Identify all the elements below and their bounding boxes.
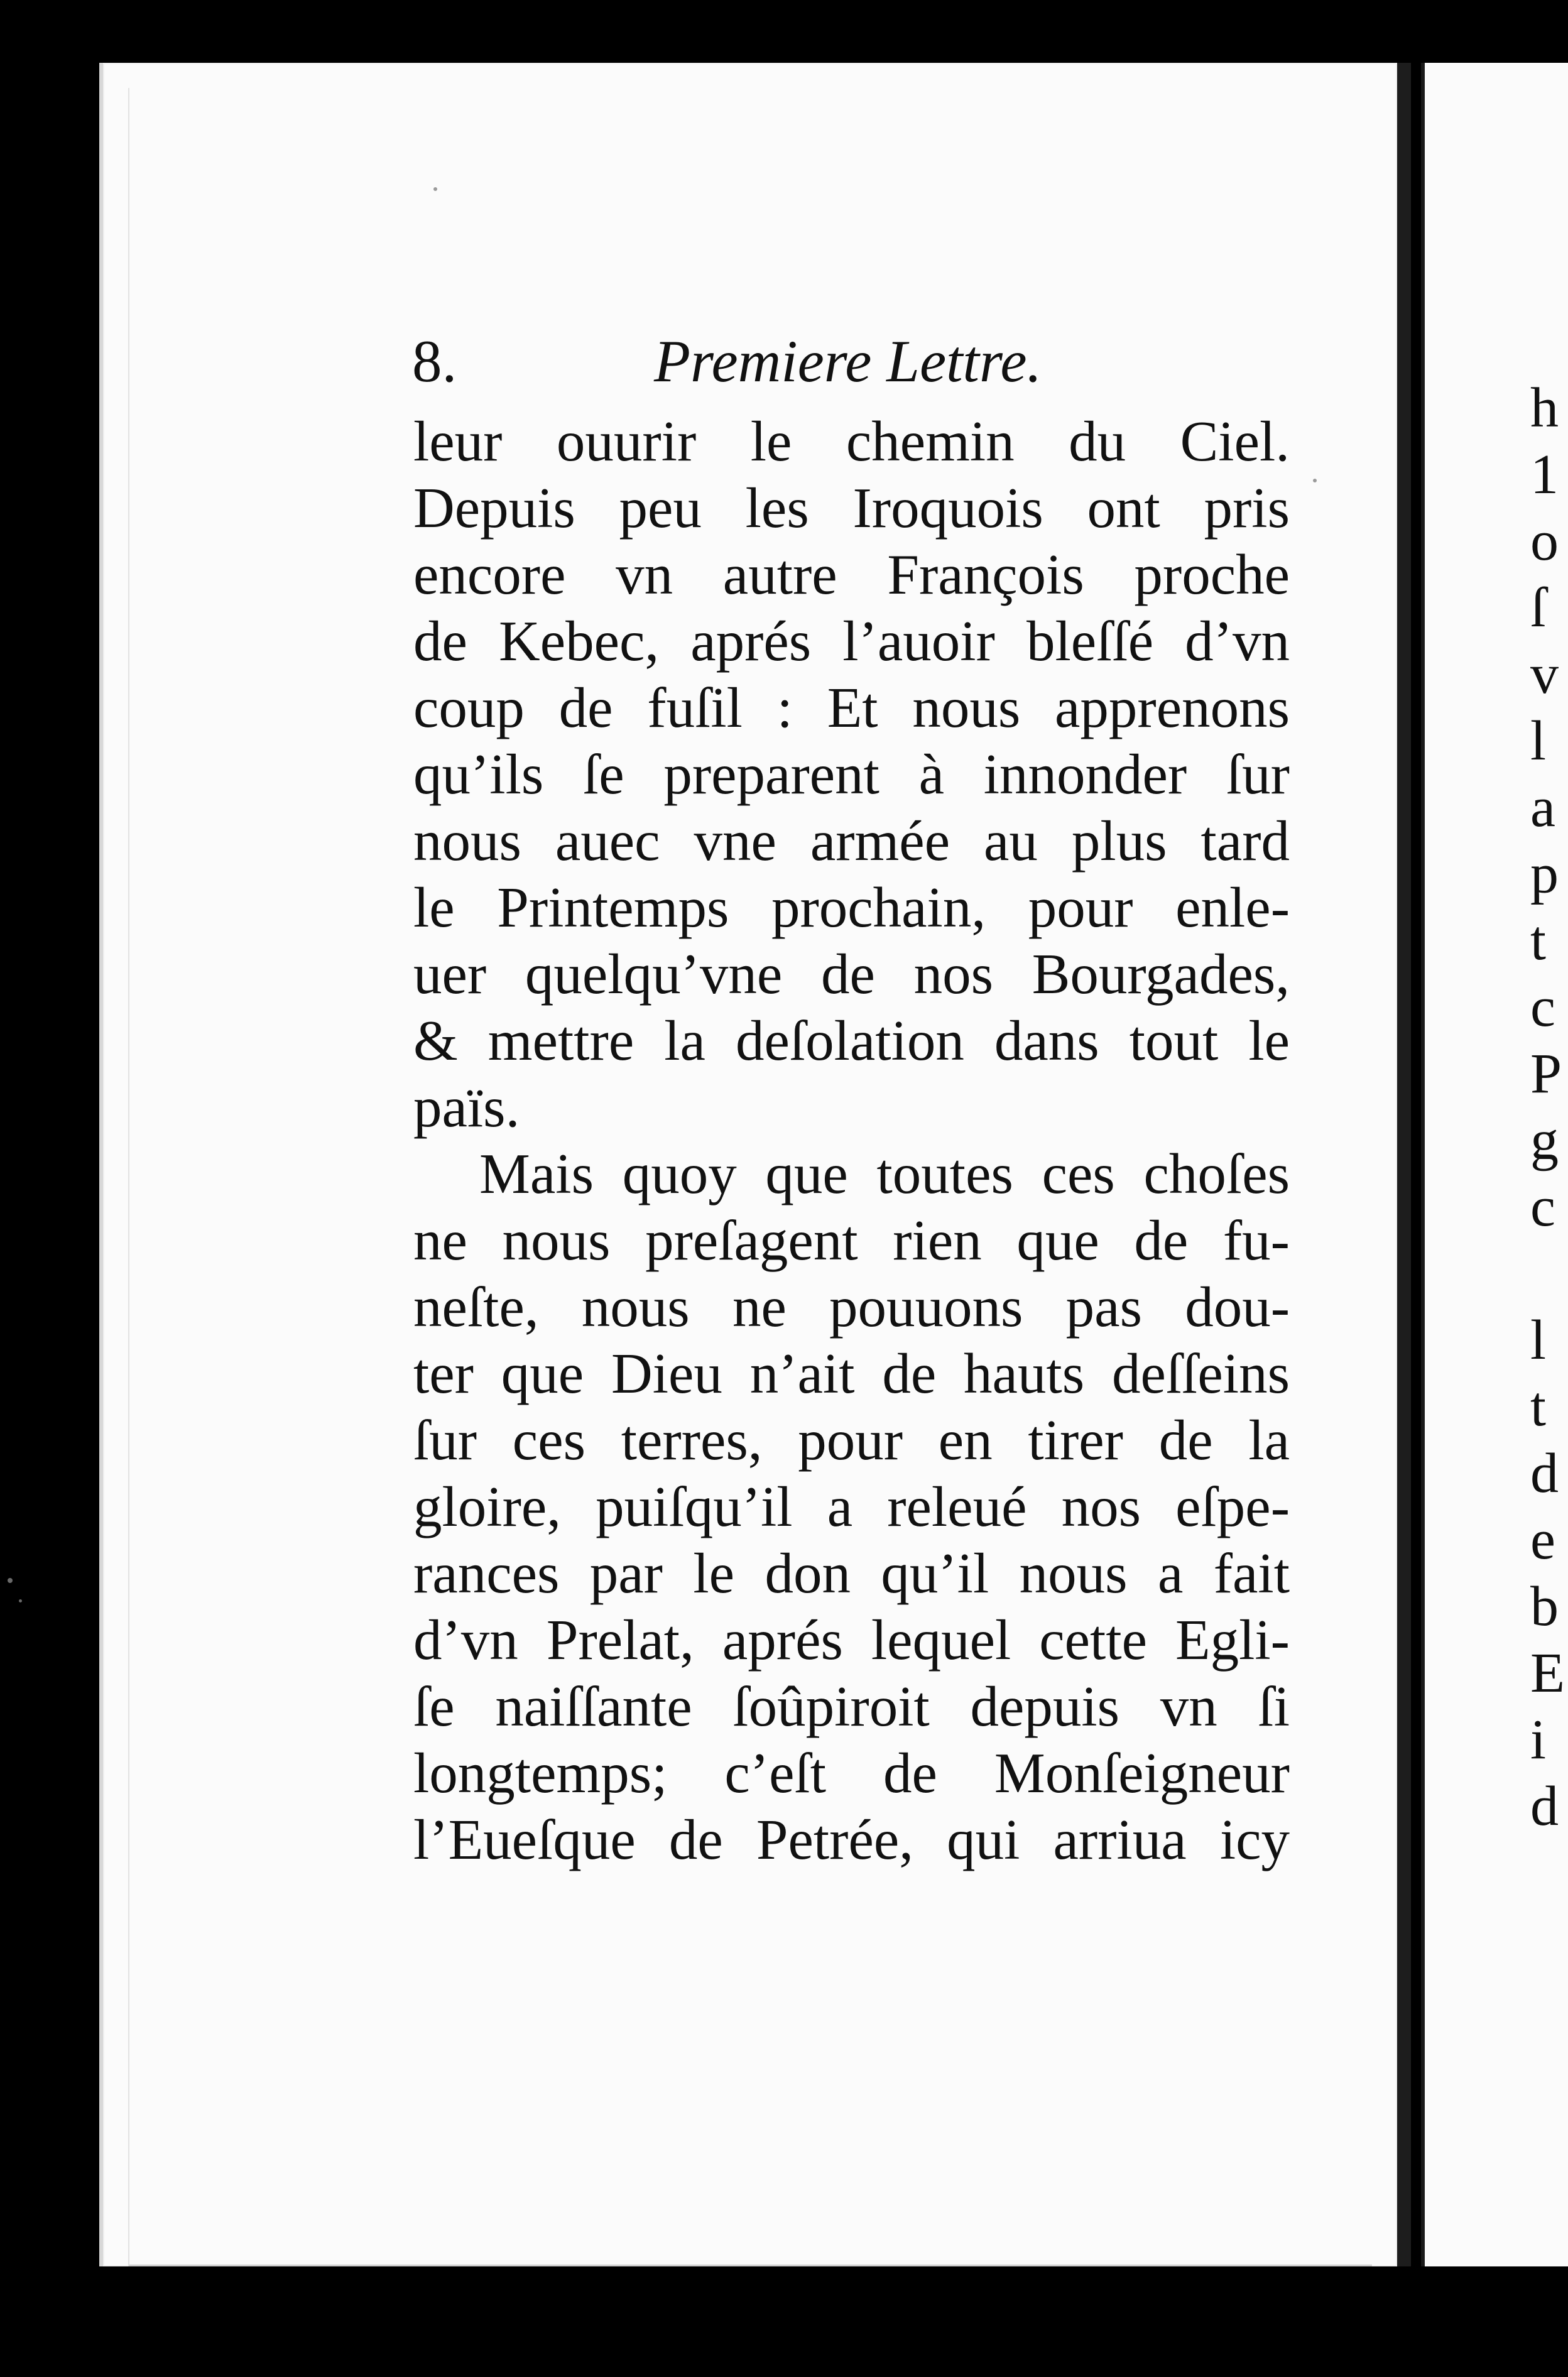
right-text-fragment: v (1530, 643, 1559, 705)
right-text-fragment: l (1530, 710, 1547, 772)
text-line: Mais quoy que toutes ces choſes (479, 1142, 1290, 1205)
text-line: encore vn autre François proche (413, 543, 1290, 606)
text-line: rances par le don qu’il nous a fait (413, 1542, 1290, 1605)
text-line: gloire, puiſqu’il a releué nos eſpe- (413, 1475, 1290, 1538)
page-number: 8. (412, 328, 457, 394)
text-line: Depuis peu les Iroquois ont pris (413, 476, 1290, 540)
right-text-fragment: i (1530, 1709, 1547, 1771)
paper-speck (1313, 479, 1317, 482)
text-line: ſe naiſſante ſoûpiroit depuis vn ſi (413, 1675, 1290, 1738)
right-text-fragment: t (1530, 910, 1547, 972)
text-line: qu’ils ſe preparent à innonder ſur (413, 742, 1290, 806)
right-text-fragment: d (1530, 1442, 1559, 1504)
text-line: le Printemps prochain, pour enle- (413, 876, 1290, 939)
right-text-fragment: e (1530, 1509, 1555, 1571)
right-text-gap (1530, 1241, 1568, 1307)
text-line: d’vn Prelat, aprés lequel cette Egli- (413, 1608, 1290, 1672)
right-text-fragment: b (1530, 1575, 1559, 1638)
text-line: leur ouurir le chemin du Ciel. (413, 410, 1290, 473)
right-text-fragment: g (1530, 1109, 1559, 1172)
right-text-fragment: P (1530, 1043, 1562, 1105)
text-line: coup de fuſil : Et nous apprenons (413, 676, 1290, 739)
body-text (413, 408, 1290, 1873)
paper-speck (433, 187, 437, 191)
text-line: ſur ces terres, pour en tirer de la (413, 1408, 1290, 1472)
right-text-fragment: o (1530, 510, 1559, 572)
right-text-fragment: 1 (1530, 443, 1559, 506)
page-header (312, 327, 1292, 408)
text-line: longtemps; c’eſt de Monſeigneur (413, 1741, 1290, 1805)
text-line: nous auec vne armée au plus tard (413, 809, 1290, 873)
paper-speck (19, 1599, 22, 1602)
text-line: païs. (413, 1075, 520, 1139)
right-text-fragment: c (1530, 1176, 1555, 1238)
right-text-fragment: a (1530, 776, 1555, 839)
right-text-fragment: c (1530, 976, 1555, 1038)
text-line: ter que Dieu n’ait de hauts deſſeins (413, 1342, 1290, 1405)
right-text-fragment: p (1530, 843, 1559, 905)
text-line: de Kebec, aprés l’auoir bleſſé d’vn (413, 609, 1290, 673)
right-text-fragment: l (1530, 1309, 1547, 1371)
text-line: ne nous preſagent rien que de fu- (413, 1209, 1290, 1272)
paper-speck (8, 1578, 13, 1583)
right-page-text (1530, 375, 1568, 1840)
running-title: Premiere Lettre. (654, 328, 1042, 394)
right-text-fragment: E (1530, 1642, 1565, 1704)
text-line: l’Eueſque de Petrée, qui arriua icy (413, 1808, 1290, 1871)
text-line: neſte, nous ne pouuons pas dou- (413, 1275, 1290, 1339)
text-line: & mettre la deſolation dans tout le (413, 1009, 1290, 1072)
right-text-fragment: h (1530, 377, 1559, 439)
right-text-fragment: t (1530, 1376, 1547, 1438)
text-line: uer quelqu’vne de nos Bourgades, (413, 942, 1290, 1006)
right-text-fragment: ſ (1530, 577, 1547, 639)
right-text-fragment: d (1530, 1775, 1559, 1837)
